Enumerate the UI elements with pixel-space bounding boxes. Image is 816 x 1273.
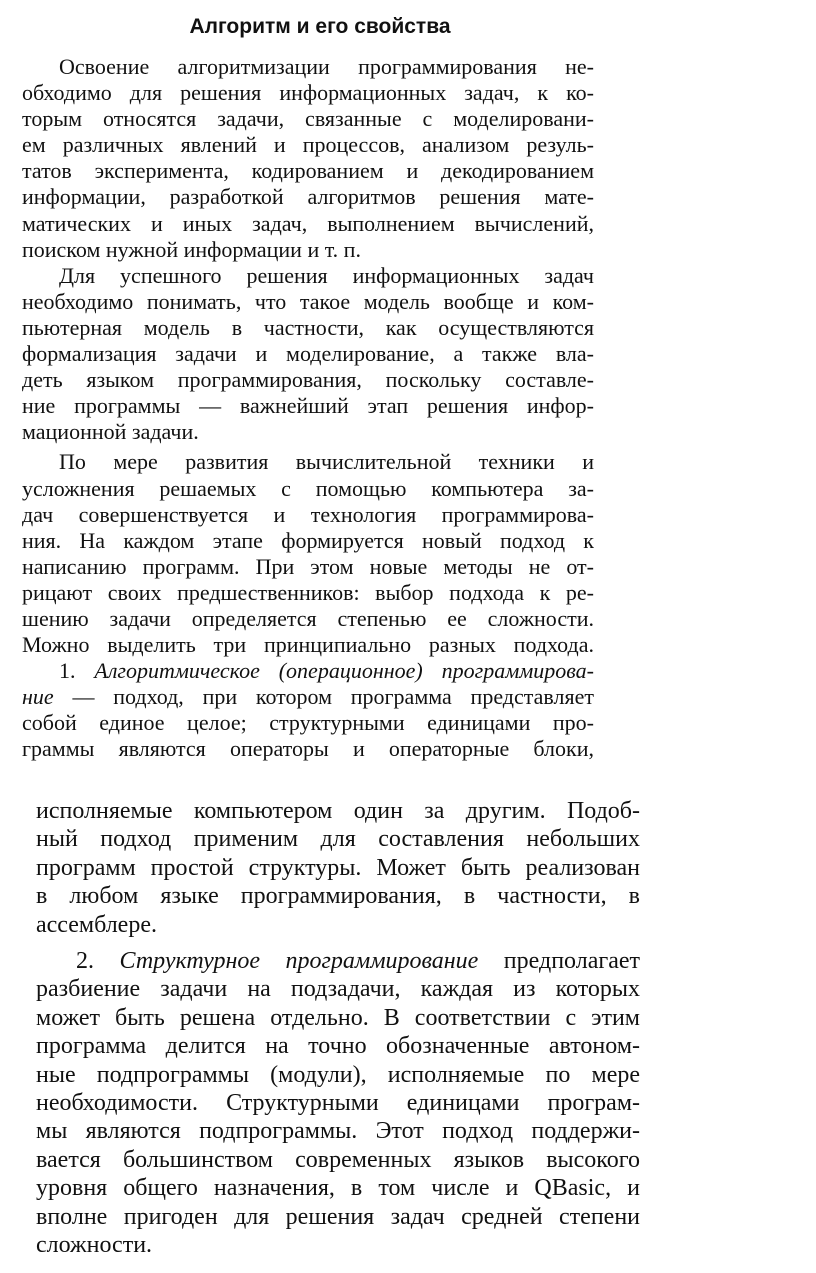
- text-line: деть языком программирования, поскольку составле-: [22, 367, 594, 393]
- text-line: мы являются подпрограммы. Этот подход поддержи-: [36, 1118, 640, 1145]
- text-line: информации, разработкой алгоритмов решения мате-: [22, 184, 594, 210]
- list-number: 1.: [59, 658, 76, 684]
- term-italic: Структурное программирование: [119, 948, 479, 975]
- text-line: мационной задачи.: [22, 419, 199, 445]
- text-line: исполняемые компьютером один за другим. Подоб-: [36, 798, 640, 824]
- text-line: программа делится на точно обозначенные автоном-: [36, 1033, 640, 1060]
- text-line: ассемблере.: [36, 911, 157, 938]
- text-line: ный подход применим для составления небольших: [36, 826, 640, 853]
- text-line: ние программы — важнейший этап решения инфор-: [22, 393, 594, 419]
- text-fragment: — подход, при котором программа представляет: [53, 684, 594, 710]
- text-line: рицают своих предшественников: выбор подхода к ре-: [22, 579, 594, 605]
- text-line: матических и иных задач, выполнением вычислений,: [22, 210, 594, 236]
- text-line: шению задачи определяется степенью ее сложности.: [22, 605, 594, 631]
- text-line: дач совершенствуется и технология программирова-: [22, 501, 594, 527]
- list-number: 2.: [76, 948, 94, 975]
- text-line: Для успешного решения информационных задач: [59, 262, 594, 288]
- text-line: вполне пригоден для решения задач средней степени: [36, 1203, 640, 1230]
- text-block-bottom: [36, 797, 640, 1260]
- term-italic: Алгоритмическое (операционное) программирова-: [94, 658, 594, 684]
- text-line: ные подпрограммы (модули), исполняемые по мере: [36, 1061, 640, 1088]
- text-block-top: [22, 54, 594, 763]
- text-line: обходимо для решения информационных задач, к ко-: [22, 80, 594, 106]
- text-line: [22, 658, 594, 684]
- text-line: ем различных явлений и процессов, анализом резуль-: [22, 132, 594, 158]
- text-line: сложности.: [36, 1232, 153, 1259]
- text-line: может быть решена отдельно. В соответствии с этим: [36, 1004, 640, 1031]
- text-line: в любом языке программирования, в частности, в: [36, 883, 640, 910]
- text-line: разбиение задачи на подзадачи, каждая из которых: [36, 976, 640, 1003]
- text-line: необходимо понимать, что такое модель вообще и ком-: [22, 288, 594, 314]
- text-line: Освоение алгоритмизации программирования не-: [59, 54, 594, 79]
- text-line: Можно выделить три принципиально разных подхода.: [22, 632, 594, 658]
- text-line: ния. На каждом этапе формируется новый подход к: [22, 527, 594, 553]
- text-line: торым относятся задачи, связанные с моделировани-: [22, 106, 594, 132]
- paragraph-3: [22, 449, 594, 658]
- paragraph-4: [22, 658, 594, 762]
- paragraph-1: [22, 54, 594, 263]
- paragraph-6: [36, 947, 640, 1259]
- text-line: поиском нужной информации и т. п.: [22, 236, 361, 262]
- paragraph-2: [22, 263, 594, 446]
- text-line: татов эксперимента, кодированием и декодированием: [22, 158, 594, 184]
- text-line: пьютерная модель в частности, как осуществляются: [22, 314, 594, 340]
- text-line: По мере развития вычислительной техники и: [59, 449, 594, 475]
- text-fragment: предполагает: [478, 948, 640, 975]
- text-line: программ простой структуры. Может быть реализован: [36, 854, 640, 881]
- page-title: Алгоритм и его свойства: [189, 15, 451, 38]
- text-line: вается большинством современных языков высокого: [36, 1146, 640, 1173]
- text-line: написанию программ. При этом новые методы не от-: [22, 553, 594, 579]
- term-italic: ние: [22, 684, 54, 710]
- text-line: уровня общего назначения, в том числе и QBasic, и: [36, 1175, 640, 1202]
- text-line: граммы являются операторы и операторные блоки,: [22, 736, 594, 762]
- text-line: собой единое целое; структурными единицами про-: [22, 710, 594, 736]
- text-line: необходимости. Структурными единицами програм-: [36, 1090, 640, 1117]
- text-line: формализация задачи и моделирование, а также вла-: [22, 341, 594, 367]
- text-line: [36, 947, 640, 975]
- spacer: [36, 939, 640, 947]
- text-line: усложнения решаемых с помощью компьютера за-: [22, 475, 594, 501]
- text-line: [22, 684, 594, 710]
- paragraph-5: [36, 797, 640, 939]
